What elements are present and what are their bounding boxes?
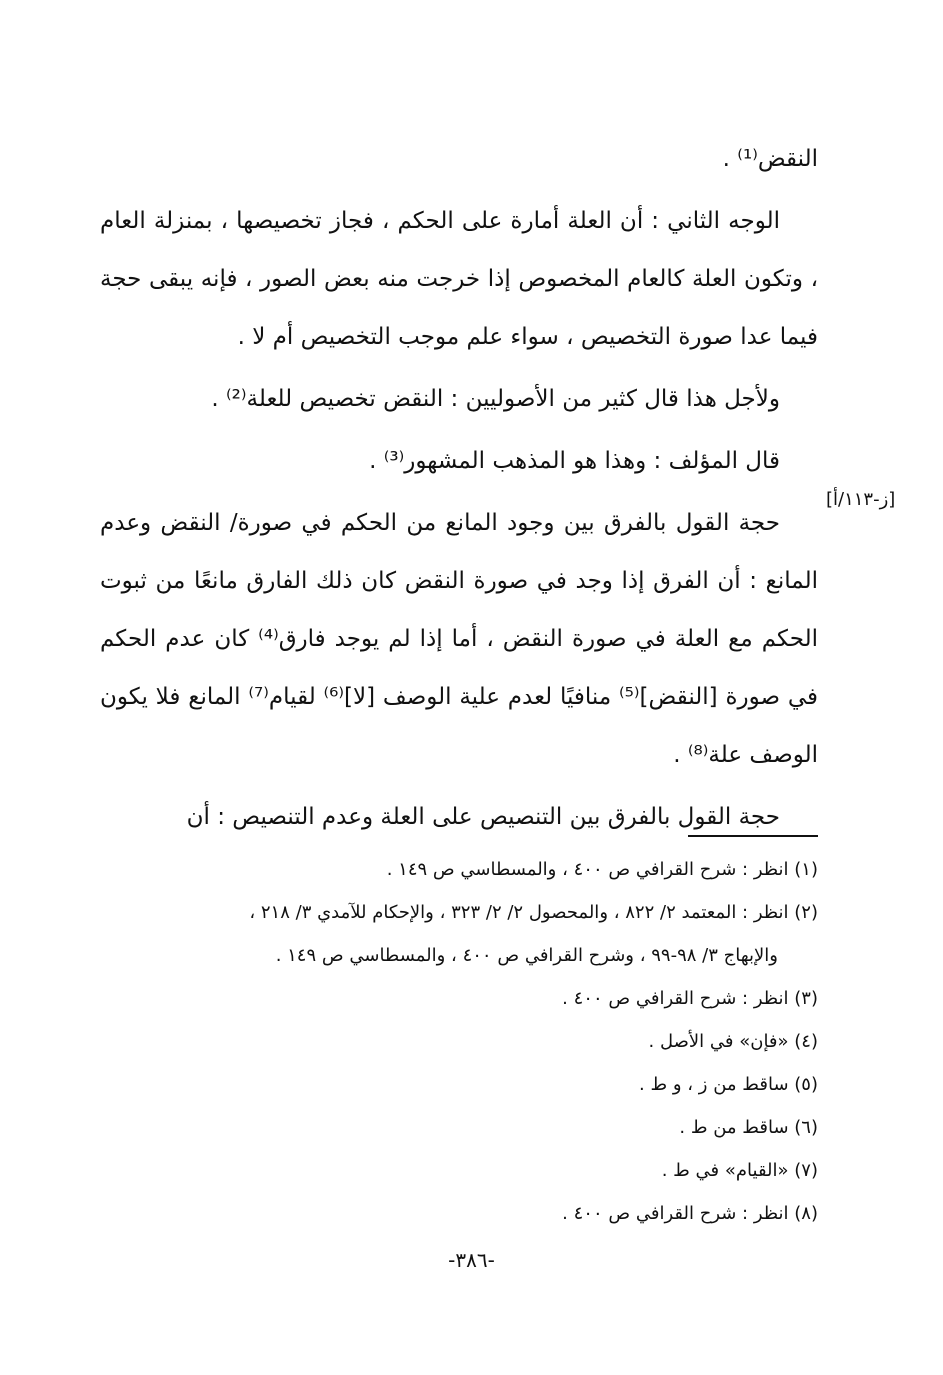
footnote: (٥) ساقط من ز ، و ط .: [639, 1074, 818, 1095]
footnote: (٢) انظر : المعتمد ٢/ ٨٢٢ ، والمحصول ٢/ ٢/ ٣٢٣ ، والإحكام للآمدي ٣/ ٢١٨ ،: [249, 902, 818, 923]
footnote: (١) انظر : شرح القرافي ص ٤٠٠ ، والمسطاسي ص ١٤٩ .: [386, 859, 818, 880]
footnote-continuation: والإبهاج ٣/ ٩٨-٩٩ ، وشرح القرافي ص ٤٠٠ ، والمسطاسي ص ١٤٩ .: [275, 945, 778, 966]
footnote: (٨) انظر : شرح القرافي ص ٤٠٠ .: [562, 1203, 818, 1224]
footnote-divider: [688, 835, 818, 837]
paragraph: النقض⁽¹⁾ .: [722, 146, 818, 172]
paragraph: ولأجل هذا قال كثير من الأصوليين : النقض تخصيص للعلة⁽²⁾ .: [211, 386, 780, 412]
footnote: (٧) «القيام» في ط .: [661, 1160, 818, 1181]
main-text: [100, 130, 818, 846]
paragraph: حجة القول بالفرق بين التنصيص على العلة وعدم التنصيص : أن: [186, 804, 780, 830]
margin-manuscript-reference: [ز-١١٣/أ]: [826, 489, 896, 510]
paragraph: قال المؤلف : وهذا هو المذهب المشهور⁽³⁾ .: [369, 448, 780, 474]
page-number: -٣٨٦-: [448, 1248, 495, 1272]
footnotes: [100, 848, 818, 1235]
footnote: (٣) انظر : شرح القرافي ص ٤٠٠ .: [562, 988, 818, 1009]
paragraph: الوجه الثاني : أن العلة أمارة على الحكم ، فجاز تخصيصها ، بمنزلة العام ، وتكون العلة كالعام المخصوص إذا خرجت منه بعض الصور ، فإنه يبقى حجة فيما عدا صورة التخصيص ، سواء علم موجب التخصيص أم لا .: [100, 208, 818, 350]
paragraph: حجة القول بالفرق بين وجود المانع من الحكم في صورة/ النقض وعدم المانع : أن الفرق إذا وجد في صورة النقض كان ذلك الفارق مانعًا من ثبوت الحكم مع العلة في صورة النقض ، أما إذا لم يوجد فارق⁽⁴⁾ كان عدم الحكم في صورة [النقض]⁽⁵⁾ منافيًا لعدم علية الوصف [لا]⁽⁶⁾ لقيام⁽⁷⁾ المانع فلا يكون الوصف علة⁽⁸⁾ .: [100, 510, 818, 768]
footnote: (٦) ساقط من ط .: [679, 1117, 818, 1138]
footnote: (٤) «فإن» في الأصل .: [648, 1031, 818, 1052]
